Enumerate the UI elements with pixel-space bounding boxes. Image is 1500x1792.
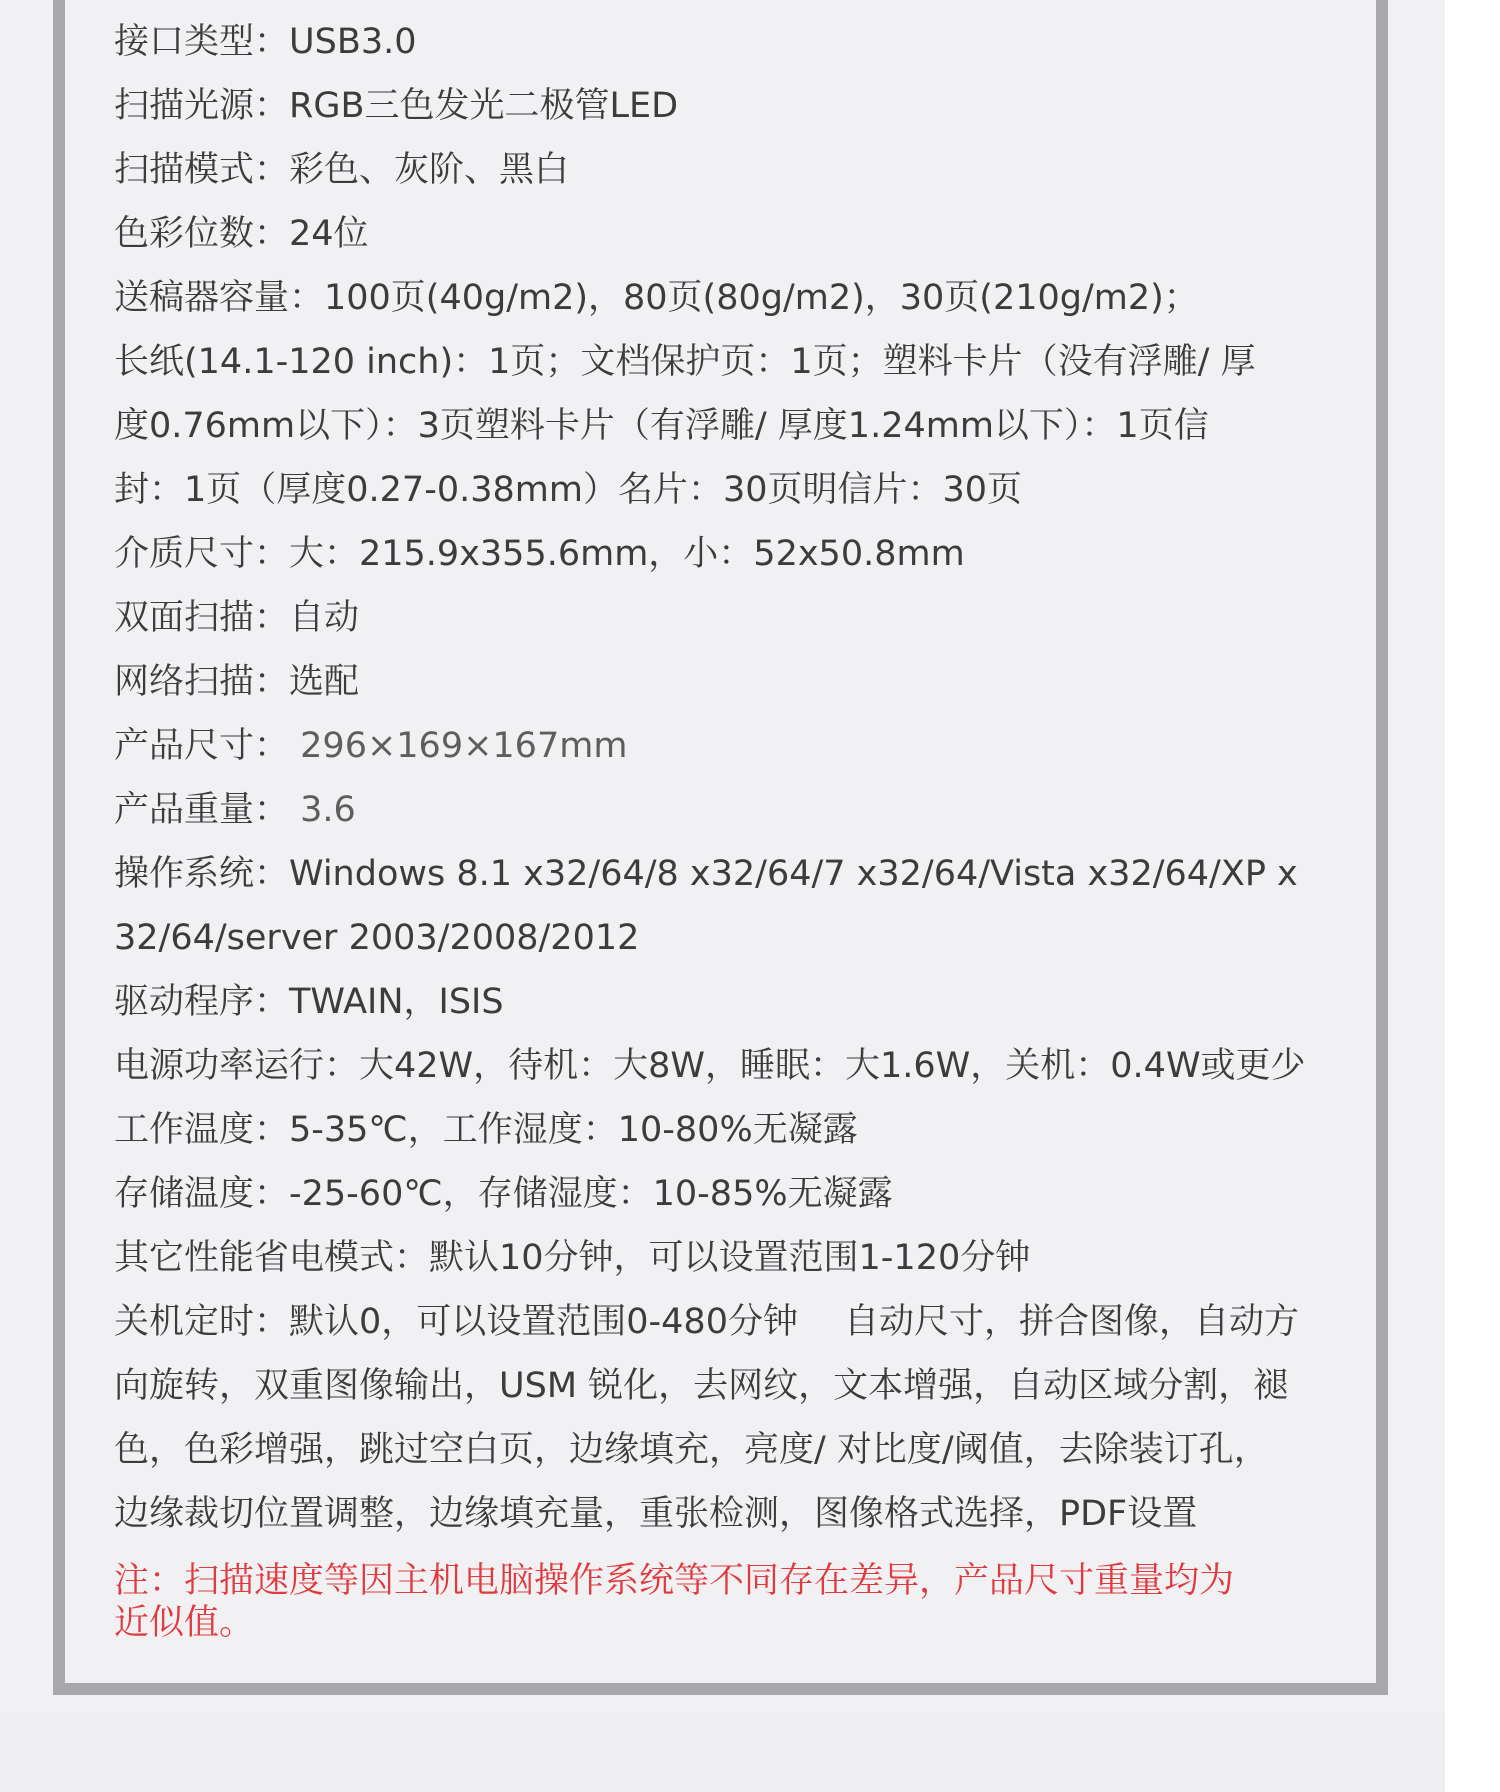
- spec-product-weight: [114, 778, 1354, 842]
- spec-shutdown-timer: 关机定时：默认0，可以设置范围0-480分钟: [114, 1302, 798, 1342]
- spec-work-temp: 工作温度：5-35℃，工作湿度：10-80%无凝露: [114, 1110, 858, 1150]
- spec-feeder-line-1: 送稿器容量：100页(40g/m2)，80页(80g/m2)，30页(210g/m2)；: [114, 278, 1199, 318]
- bottom-margin: [0, 1712, 1445, 1792]
- spec-network: 网络扫描：选配: [114, 662, 360, 702]
- spec-list: [114, 10, 1354, 1644]
- spec-product-size-label: 产品尺寸：: [114, 726, 290, 766]
- right-margin-strip: [1445, 0, 1500, 1792]
- spec-feeder-line-3: 度0.76mm以下）：3页塑料卡片（有浮雕/ 厚度1.24mm以下）：1页信: [114, 406, 1209, 446]
- spec-feeder-line-2: 长纸(14.1-120 inch)：1页；文档保护页：1页；塑料卡片（没有浮雕/ 厚: [114, 342, 1256, 382]
- spec-product-size-value: 296×169×167mm: [300, 726, 628, 766]
- spec-light-source: 扫描光源：RGB三色发光二极管LED: [114, 86, 679, 126]
- spec-store-temp: 存储温度：-25-60℃，存储湿度：10-85%无凝露: [114, 1174, 893, 1214]
- spec-power: 电源功率运行：大42W，待机：大8W，睡眠：大1.6W，关机：0.4W或更少: [114, 1046, 1306, 1086]
- spec-features-line-2: 向旋转，双重图像输出，USM 锐化，去网纹，文本增强，自动区域分割，褪: [114, 1366, 1289, 1406]
- disclaimer-line-2: 近似值。: [114, 1603, 255, 1643]
- spec-scan-mode: 扫描模式：彩色、灰阶、黑白: [114, 150, 570, 190]
- spec-color-depth: 色彩位数：24位: [114, 214, 369, 254]
- spec-os-line-2: 32/64/server 2003/2008/2012: [114, 918, 640, 958]
- spec-product-size: [114, 714, 1354, 778]
- spec-duplex: 双面扫描：自动: [114, 598, 360, 638]
- disclaimer-note: [114, 1560, 1354, 1644]
- spec-features-line-3: 色，色彩增强，跳过空白页，边缘填充，亮度/ 对比度/阈值，去除装订孔，: [114, 1430, 1269, 1470]
- spec-interface: 接口类型：USB3.0: [114, 22, 417, 62]
- spec-product-weight-value: 3.6: [300, 790, 356, 830]
- disclaimer-line-1: 注：扫描速度等因主机电脑操作系统等不同存在差异，产品尺寸重量均为: [114, 1561, 1235, 1601]
- spec-media-size: 介质尺寸：大：215.9x355.6mm，小：52x50.8mm: [114, 534, 965, 574]
- spec-driver: 驱动程序：TWAIN，ISIS: [114, 982, 504, 1022]
- spec-feeder-line-4: 封：1页（厚度0.27-0.38mm）名片：30页明信片：30页: [114, 470, 1023, 510]
- spec-features-line-4: 边缘裁切位置调整，边缘填充量，重张检测，图像格式选择，PDF设置: [114, 1494, 1198, 1534]
- spec-os-line-1: 操作系统：Windows 8.1 x32/64/8 x32/64/7 x32/64/Vista x32/64/XP x: [114, 854, 1298, 894]
- spec-features-line-1: 自动尺寸，拼合图像，自动方: [843, 1302, 1299, 1342]
- spec-product-weight-label: 产品重量：: [114, 790, 290, 830]
- spec-power-save: 其它性能省电模式：默认10分钟，可以设置范围1-120分钟: [114, 1238, 1031, 1278]
- spec-shutdown-line: [114, 1290, 1354, 1354]
